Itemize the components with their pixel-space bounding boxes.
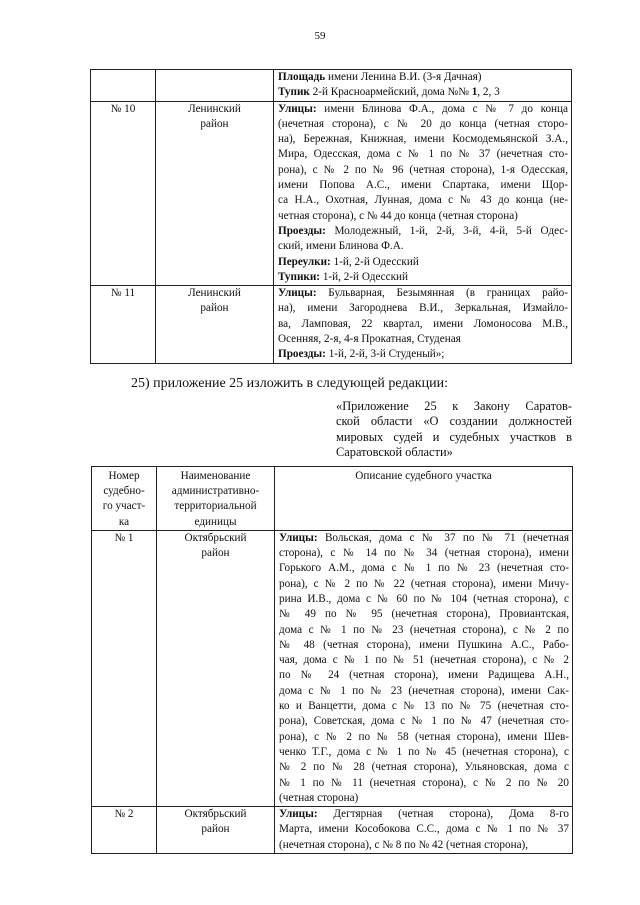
description-line — [279, 531, 569, 546]
admin-unit — [156, 286, 274, 363]
line-text: 1-й, 2-й, 3-й Студеный»; — [325, 348, 445, 361]
admin-unit — [157, 530, 275, 806]
line-text: рона), с № 2 по № 96 (четная сторона), 1-я Одесская, — [278, 163, 568, 176]
line-text: 1-й, 2-й Одесский — [320, 270, 409, 283]
line-text: рона), с № 2 по № 58 (четная сторона), имени Шев- — [279, 730, 569, 743]
quote-line: ской области «О создании должностей — [336, 414, 572, 429]
line-text: № 48 (четная сторона), имени Пушкина А.С., Рабо- — [279, 638, 569, 651]
description-line — [278, 286, 568, 301]
bold-label: Тупик — [278, 86, 310, 99]
bold-label: Улицы: — [278, 102, 317, 115]
district-number: № 1 — [92, 530, 157, 806]
header-description: Описание судебного участка — [275, 467, 573, 531]
line-text: 1-й, 2-й Одесский — [330, 255, 419, 268]
description-line — [279, 745, 569, 760]
line-text: дома с № 1 по № 23 (нечетная сторона), имени Сак- — [279, 684, 569, 697]
description-line — [279, 607, 569, 622]
districts-table-appendix-25 — [91, 466, 573, 854]
line-text: на), имени Загороднева В.И., Зеркальная, Измайло- — [278, 302, 568, 315]
district-description — [274, 70, 572, 102]
line-text: Бульварная, Безымянная (в границах райо- — [316, 287, 568, 300]
line-text: Вольская, дома с № 37 по № 71 (нечетная — [317, 531, 569, 544]
line-text: (нечетная сторона), с № 8 по № 42 (четная сторона), — [279, 838, 529, 851]
description-line — [279, 838, 569, 853]
district-description — [275, 807, 573, 854]
bold-label: Улицы: — [279, 531, 318, 544]
district-number: № 10 — [91, 101, 156, 286]
amendment-heading: 25) приложение 25 изложить в следующей редакции: — [131, 376, 448, 391]
description-line — [279, 684, 569, 699]
line-text: (нечетная сторона), с № 20 до конца (четная сторо- — [278, 117, 568, 130]
description-line — [278, 224, 568, 239]
description-line — [278, 178, 568, 193]
description-line — [278, 163, 568, 178]
line-text: са Н.А., Охотная, Лунная, дома с № 43 до конца (не- — [278, 194, 568, 207]
line-text: дома с № 1 по № 23 (нечетная сторона), с № 2 по — [279, 623, 569, 636]
line-text: Осенняя, 2-я, 4-я Прокатная, Студеная — [278, 333, 461, 346]
page-number: 59 — [314, 30, 326, 42]
table-row — [92, 807, 573, 854]
line-text: ский, имени Блинова Ф.А. — [278, 240, 404, 253]
admin-unit-line: Ленинский — [188, 287, 241, 300]
description-line — [279, 760, 569, 775]
description-line — [279, 638, 569, 653]
description-line — [279, 561, 569, 576]
table-row — [92, 530, 573, 806]
description-line — [278, 147, 568, 162]
description-line — [278, 132, 568, 147]
description-line — [278, 209, 568, 224]
line-text: четная сторона), с № 44 до конца (четная сторона) — [278, 209, 518, 222]
line-text: Дегтярная (четная сторона), Дома 8-го — [317, 808, 569, 821]
bold-label: Проезды: — [278, 348, 326, 361]
description-line — [278, 301, 568, 316]
line-text: ченко Т.Г., дома с № 1 по № 45 (нечетная сторона), с — [279, 745, 569, 758]
admin-unit — [157, 807, 275, 854]
line-text: чая, дома с № 1 по № 51 (нечетная сторона), с № 2 — [279, 654, 569, 667]
table-row — [91, 286, 572, 363]
line-text: Горького А.М., дома с № 1 по № 23 (нечетная сто- — [279, 562, 569, 575]
description-line — [278, 102, 568, 117]
district-number: № 11 — [91, 286, 156, 363]
line-text: сторона), с № 14 по № 34 (четная сторона), имени — [279, 547, 569, 560]
district-description — [275, 530, 573, 806]
line-text: , 2, 3 — [477, 86, 500, 99]
header-admin-unit: Наименование административно- территориальной единицы — [157, 467, 275, 531]
description-line — [279, 730, 569, 745]
line-text: Мира, Одесская, дома с № 1 по № 37 (нечетная сто- — [278, 148, 568, 161]
line-text: на), Бережная, Книжная, имени Космодемьянской З.А., — [278, 133, 568, 146]
line-text: 2-й Красноармейский, дома №№ — [309, 86, 472, 99]
line-text: № 1 по № 11 (нечетная сторона), с № 2 по № 20 — [279, 776, 569, 789]
district-number: № 2 — [92, 807, 157, 854]
description-line — [279, 546, 569, 561]
line-text: № 49 по № 95 (нечетная сторона), Провиантская, — [279, 608, 569, 621]
bold-label: 1 — [471, 86, 478, 99]
line-text: рона), с № 2 по № 22 (четная сторона), имени Мичу- — [279, 577, 569, 590]
description-line — [279, 623, 569, 638]
empty-cell — [91, 70, 156, 102]
description-line — [279, 699, 569, 714]
admin-unit-line: район — [200, 302, 229, 315]
admin-unit — [156, 101, 274, 286]
district-description — [274, 101, 572, 286]
line-text: ко и Ванцетти, дома с № 13 по № 75 (нечетная сто- — [279, 700, 569, 713]
line-text: имени Ленина В.И. (3-я Дачная) — [325, 71, 482, 83]
line-text: Молодежный, 1-й, 2-й, 3-й, 4-й, 5-й Одес- — [325, 224, 568, 237]
districts-table-continued — [90, 69, 572, 364]
quote-line: Саратовской области» — [336, 444, 453, 459]
line-text: (четная сторона) — [279, 791, 359, 804]
description-line — [278, 193, 568, 208]
description-line — [278, 270, 568, 285]
description-line — [278, 239, 568, 254]
table-header-row — [92, 467, 573, 531]
description-line — [279, 577, 569, 592]
line-text: ва, Ламповая, 22 квартал, имени Ломоносова М.В., — [278, 317, 568, 330]
bold-label: Тупики: — [278, 270, 321, 283]
district-description — [274, 286, 572, 363]
line-text: Марта, имени Кособокова С.С., дома с № 1 по № 37 — [279, 823, 569, 836]
description-line — [278, 332, 568, 347]
table-row — [91, 101, 572, 286]
description-line — [279, 592, 569, 607]
description-line — [278, 70, 568, 85]
description-line — [279, 822, 569, 837]
bold-label: Улицы: — [278, 287, 317, 300]
admin-unit-line: Ленинский — [188, 102, 241, 115]
empty-cell — [156, 70, 274, 102]
description-line — [278, 347, 568, 362]
description-line — [279, 714, 569, 729]
appendix-quote — [336, 398, 572, 460]
line-text: № 2 по № 28 (четная сторона), Ульяновская, дома с — [279, 761, 569, 774]
description-line — [278, 255, 568, 270]
table-row-continued — [91, 70, 572, 102]
bold-label: Улицы: — [279, 808, 318, 821]
description-line — [279, 807, 569, 822]
description-line — [278, 117, 568, 132]
description-line — [279, 653, 569, 668]
line-text: рона), Советская, дома с № 1 по № 47 (нечетная сто- — [279, 715, 569, 728]
quote-line: «Приложение 25 к Закону Саратов- — [336, 399, 572, 413]
description-line — [279, 668, 569, 683]
description-line — [278, 85, 568, 100]
description-line — [278, 317, 568, 332]
bold-label: Переулки: — [278, 255, 331, 268]
admin-unit-line: район — [201, 547, 230, 560]
description-line — [279, 776, 569, 791]
line-text: рина И.В., дома с № 60 по № 104 (четная сторона), с — [279, 593, 569, 605]
bold-label: Площадь — [278, 71, 326, 83]
admin-unit-line: Октябрьский — [184, 808, 247, 821]
header-district-number: Номер судебно- го участ- ка — [92, 467, 157, 531]
line-text: имени Блинова Ф.А., дома с № 7 до конца — [316, 102, 568, 115]
description-line — [279, 791, 569, 806]
admin-unit-line: район — [200, 117, 229, 130]
quote-line: мировых судей и судебных участков в — [336, 429, 572, 444]
line-text: имени Попова А.С., имени Спартака, имени Щор- — [278, 179, 568, 192]
line-text: по № 24 (четная сторона), имени Радищева А.Н., — [279, 669, 569, 682]
admin-unit-line: Октябрьский — [184, 531, 247, 544]
bold-label: Проезды: — [278, 224, 326, 237]
admin-unit-line: район — [201, 823, 230, 836]
